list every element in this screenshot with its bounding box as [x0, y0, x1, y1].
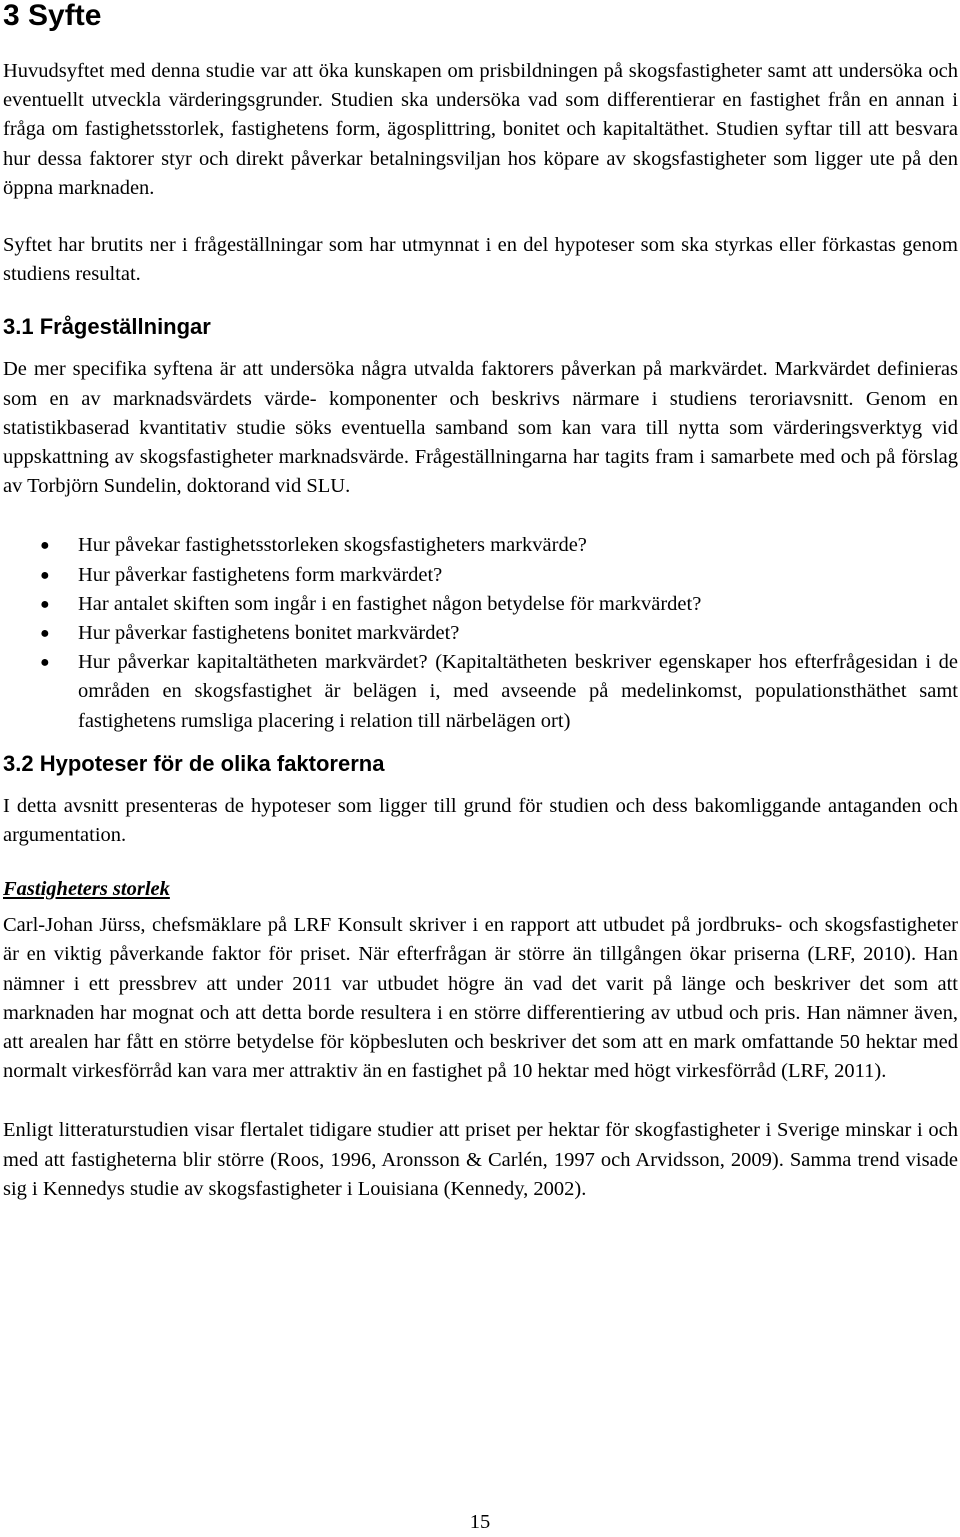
bullet-icon: ● [40, 537, 50, 555]
list-item: ● Hur påverkar fastighetens bonitet markvärdet? [3, 619, 958, 648]
storlek-paragraph-1: Carl-Johan Jürss, chefsmäklare på LRF Konsult skriver i en rapport att utbudet på jordbruks- och skogsfastigheter är en viktig påverkande faktor för priset. När efterfrågan är större än tillgången ökar priserna (LRF, 2010). Han nämner i ett pressbrev att under 2011 var utbudet högre än vad det varit på länge och beskriver det som att marknaden har mognat och att detta borde resultera i en större differentiering av utbud och pris. Han nämner även, att arealen har fått en större betydelse för köpbesluten och beskriver det som att en mark omfattande 50 hektar med normalt virkesförråd kan vara mer attraktiv än en fastighet på 10 hektar med högt virkesförråd (LRF, 2011). [3, 914, 958, 1083]
intro-paragraph-2: Syftet har brutits ner i frågeställningar som har utmynnat i en del hypoteser som ska styrkas eller förkastas genom studiens resultat. [3, 234, 958, 286]
storlek-paragraph-2: Enligt litteraturstudien visar flertalet tidigare studier att priset per hektar för skogfastigheter i Sverige minskar i och med att fastigheterna blir större (Roos, 1996, Aronsson & Carlén, 1997 och Arvidsson, 2009). Samma trend visade sig i Kennedys studie av skogsfastigheter i Louisiana (Kennedy, 2002). [3, 1119, 958, 1200]
list-item: ● Hur påverkar kapitaltätheten markvärdet? (Kapitaltätheten beskriver egenskaper hos efterfrågesidan i de områden en skogsfastighet är belägen i, med avseende på medelinkomst, populationsthäthet samt fastighetens rumsliga placering i relation till närbelägen ort) [3, 648, 958, 736]
subheading-fastigheters-storlek: Fastigheters storlek [3, 878, 170, 901]
bullet-icon: ● [40, 654, 50, 672]
bullet-icon: ● [40, 625, 50, 643]
section-heading-3: 3 Syfte [3, 0, 102, 32]
intro-paragraph-1: Huvudsyftet med denna studie var att öka kunskapen om prisbildningen på skogsfastigheter samt att undersöka och eventuellt utveckla värderingsgrunder. Studien ska undersöka vad som differentierar en fastighet från en annan i fråga om fastighetsstorlek, fastighetens form, ägosplittring, bonitet och kapitaltäthet. Studien syftar till att besvara hur dessa faktorer styr och direkt påverkar betalningsviljan hos köpare av skogsfastigheter som ligger ute på den öppna marknaden. [3, 60, 958, 199]
list-item: ● Hur påverkar fastighetens form markvärdet? [3, 561, 958, 590]
bullet-icon: ● [40, 595, 50, 613]
list-item: ● Hur påvekar fastighetsstorleken skogsfastigheters markvärde? [3, 531, 958, 560]
questions-list [3, 531, 958, 735]
list-item: ● Har antalet skiften som ingår i en fastighet någon betydelse för markvärdet? [3, 590, 958, 619]
bullet-icon: ● [40, 566, 50, 584]
section-heading-3-2: 3.2 Hypoteser för de olika faktorerna [3, 750, 385, 776]
section-3-2-paragraph: I detta avsnitt presenteras de hypoteser som ligger till grund för studien och dess bakomliggande antaganden och argumentation. [3, 794, 958, 847]
section-heading-3-1: 3.1 Frågeställningar [3, 314, 211, 340]
document-page [3, 0, 958, 1204]
page-number: 15 [469, 1511, 491, 1533]
section-3-1-paragraph: De mer specifika syftena är att undersöka några utvalda faktorers påverkan på markvärdet. Markvärdet definieras som en av marknadsvärdets värde- komponenter och beskrivs närmare i studiens teroriavsnitt. Genom en statistikbaserad kvantitativ studie söks eventuella samband som kan vara till nytta som värderingsverktyg vid uppskattning av skogsfastigheter marknadsvärde. Frågeställningarna har tagits fram i samarbete med och på förslag av Torbjörn Sundelin, doktorand vid SLU. [3, 358, 958, 498]
